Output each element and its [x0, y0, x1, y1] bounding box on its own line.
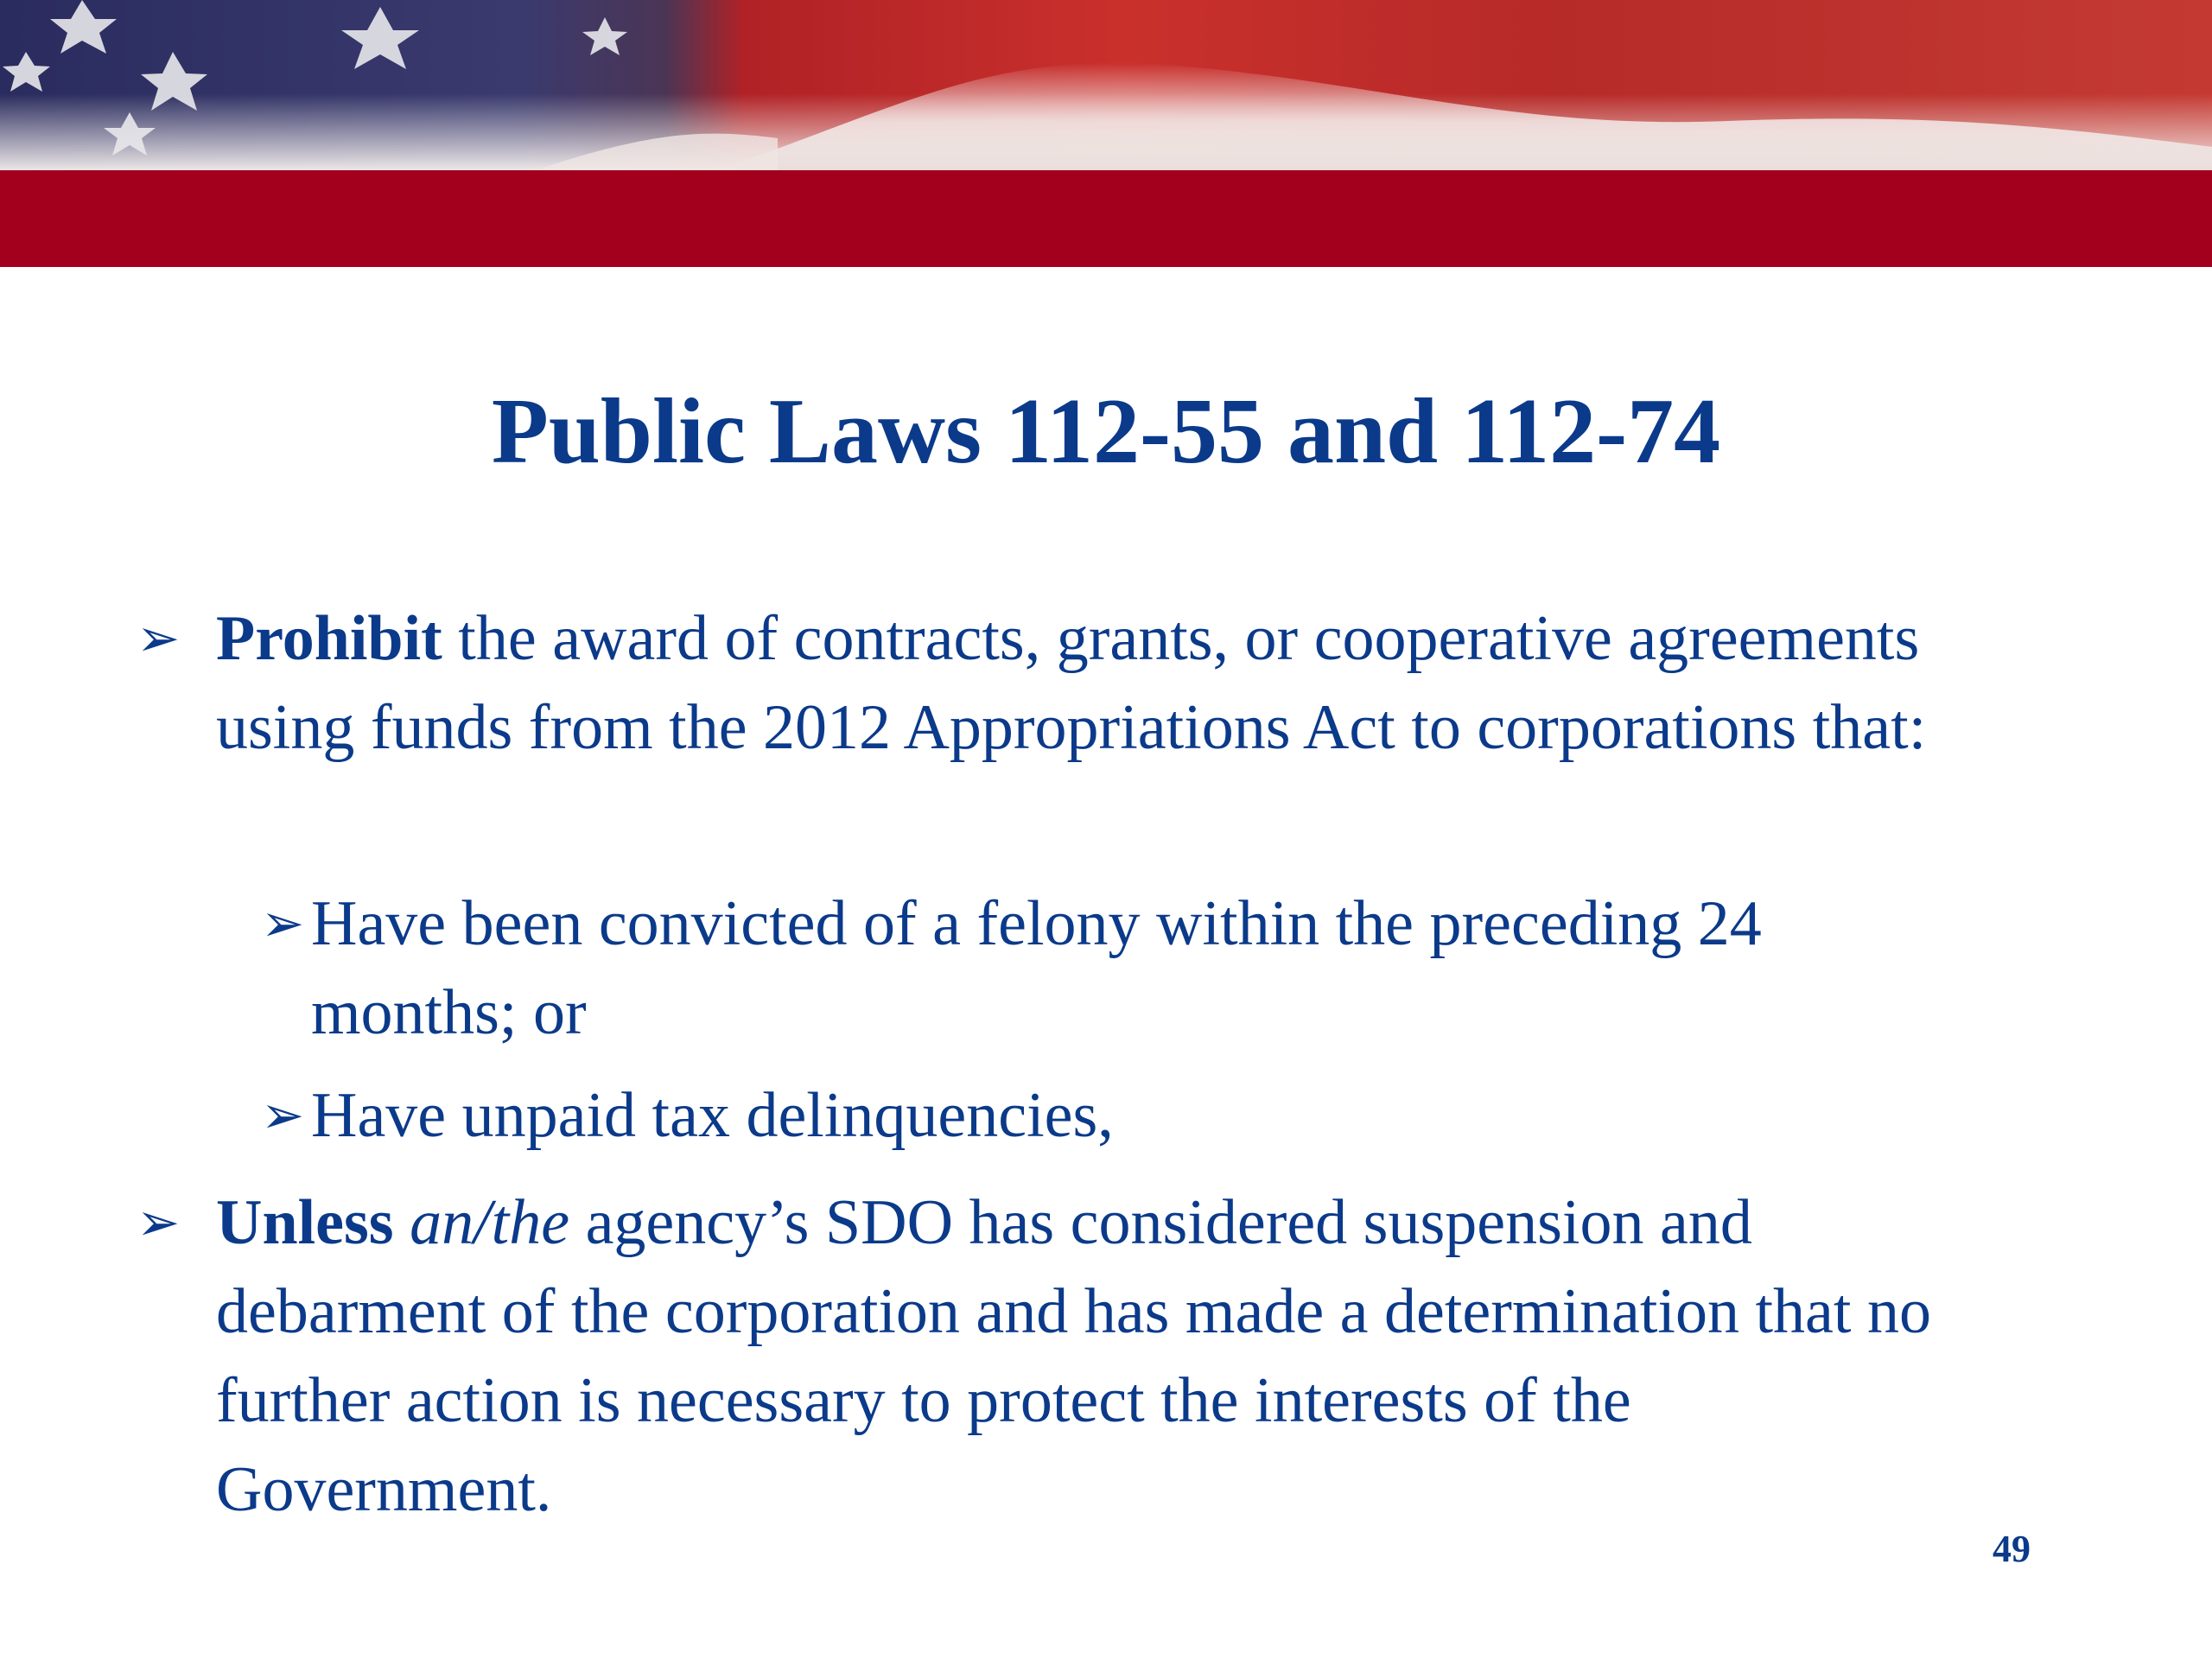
arrowhead-bullet-icon: ➢: [137, 610, 181, 667]
flag-image: [0, 0, 2212, 170]
bullet-unless: [137, 1179, 1979, 1535]
sub-bullet-tax: [261, 1071, 1953, 1160]
arrowhead-bullet-icon: ➢: [137, 1194, 181, 1251]
arrowhead-bullet-icon: ➢: [261, 1087, 305, 1144]
bullet-emphasis-an-the: an/the: [410, 1187, 570, 1258]
slide-title: Public Laws 112-55 and 112-74: [491, 380, 1721, 483]
bullet-prohibit: [137, 594, 1979, 772]
sub-bullet-felony: [261, 880, 1953, 1058]
bullet-lead-unless: Unless: [216, 1187, 394, 1258]
sub-bullet-text-tax: Have unpaid tax delinquencies,: [311, 1080, 1114, 1151]
bullet-text-unless: agency’s SDO has considered suspension and debarment of the corporation and has made a determination that no further action is necessary to protect the interests of the Government.: [216, 1187, 1931, 1525]
page-number: 49: [1993, 1528, 2031, 1570]
american-flag-banner: [0, 0, 2212, 170]
red-header-band: [0, 170, 2212, 267]
sub-bullet-text-felony: Have been convicted of a felony within the preceding 24 months; or: [311, 888, 1762, 1048]
arrowhead-bullet-icon: ➢: [261, 895, 305, 952]
bullet-lead-prohibit: Prohibit: [216, 603, 442, 674]
bullet-text-prohibit: the award of contracts, grants, or cooperative agreements using funds from the 2012 Appropriations Act to corporations that:: [216, 603, 1927, 763]
